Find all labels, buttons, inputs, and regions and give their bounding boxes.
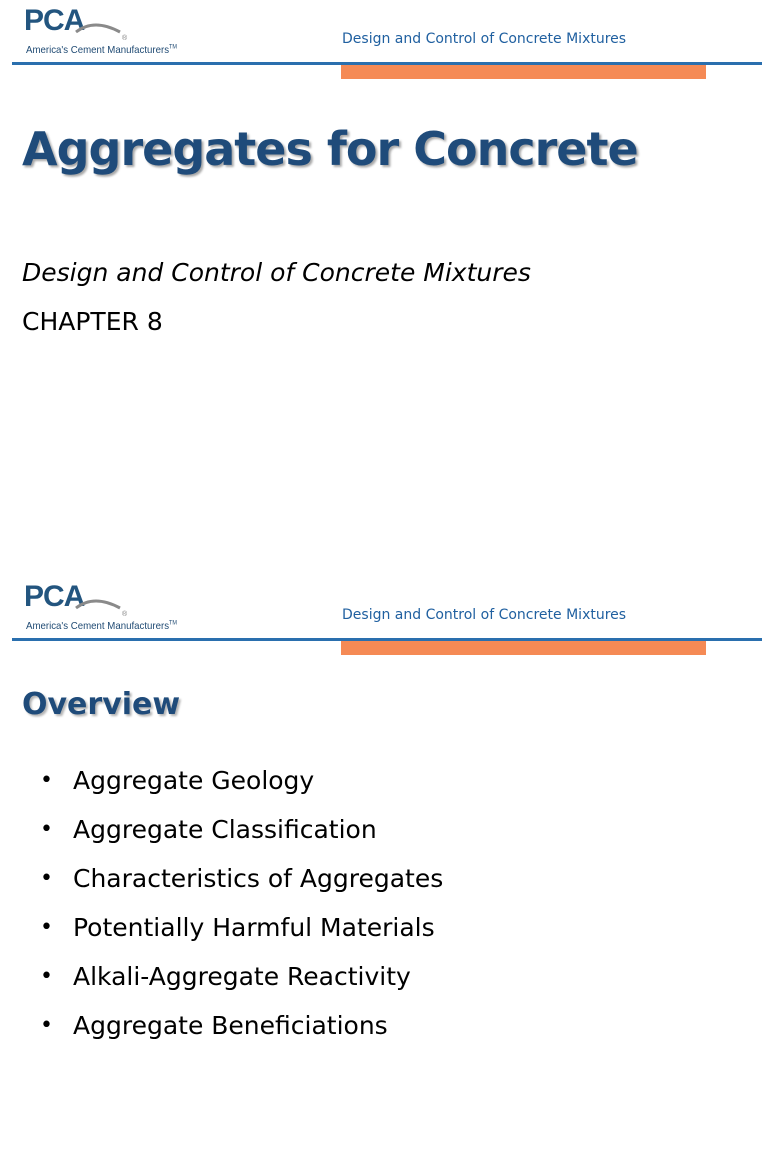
- list-item: • Alkali-Aggregate Reactivity: [40, 958, 443, 1007]
- logo-registered-mark: ®: [122, 611, 128, 618]
- chapter-label: CHAPTER 8: [22, 307, 163, 336]
- slide-title: Aggregates for Concrete: [22, 122, 638, 176]
- list-item: • Aggregate Geology: [40, 762, 443, 811]
- list-item: • Potentially Harmful Materials: [40, 909, 443, 958]
- logo-mark: PCA: [24, 580, 85, 613]
- pca-logo: [22, 580, 190, 636]
- logo-tagline: America's Cement Manufacturers™: [26, 44, 178, 56]
- bullet-icon: •: [40, 915, 53, 940]
- logo-trademark: TM: [169, 44, 178, 51]
- list-item: • Characteristics of Aggregates: [40, 860, 443, 909]
- bullet-icon: •: [40, 817, 53, 842]
- logo-mark: PCA: [24, 4, 85, 37]
- header-subtitle: Design and Control of Concrete Mixtures: [342, 31, 627, 47]
- header-accent-bar: [341, 641, 706, 655]
- logo-trademark: TM: [169, 620, 178, 627]
- pca-swoosh-icon: [74, 594, 124, 612]
- pca-swoosh-icon: [74, 18, 124, 36]
- slide-title: Overview: [22, 687, 181, 722]
- header-accent-bar: [341, 65, 706, 79]
- list-item: • Aggregate Beneficiations: [40, 1007, 443, 1056]
- overview-slide: [0, 576, 768, 1152]
- logo-tagline: America's Cement Manufacturers™: [26, 620, 178, 632]
- logo-registered-mark: ®: [122, 35, 128, 42]
- slide-subtitle: Design and Control of Concrete Mixtures: [22, 258, 531, 287]
- bullet-icon: •: [40, 768, 53, 793]
- overview-bullet-list: [40, 762, 443, 1056]
- bullet-icon: •: [40, 964, 53, 989]
- header-subtitle: Design and Control of Concrete Mixtures: [342, 607, 627, 623]
- bullet-icon: •: [40, 1013, 53, 1038]
- bullet-icon: •: [40, 866, 53, 891]
- list-item: • Aggregate Classification: [40, 811, 443, 860]
- pca-logo: [22, 4, 190, 60]
